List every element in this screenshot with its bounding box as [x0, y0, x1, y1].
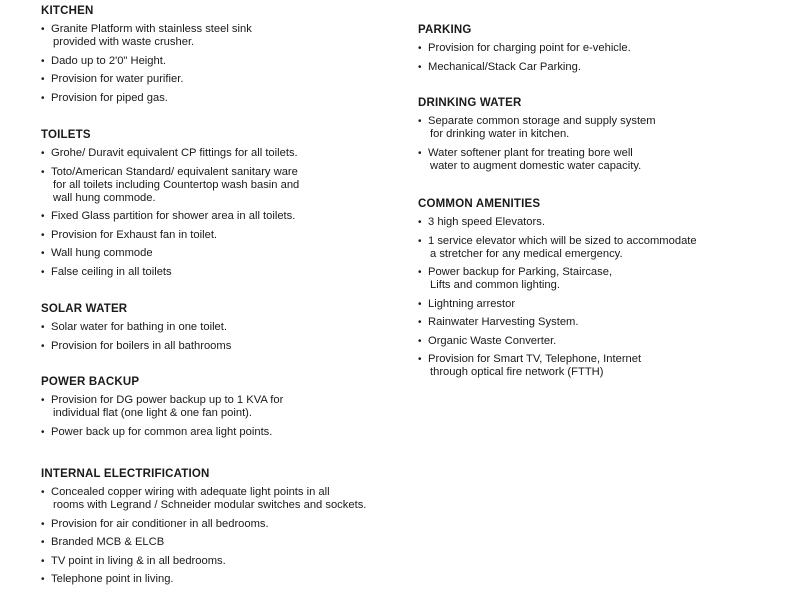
- list-item-text: for all toilets including Countertop wash basin and: [53, 178, 300, 191]
- list-item-text: Granite Platform with stainless steel sink: [51, 23, 252, 35]
- section-toilets: [41, 129, 391, 284]
- bullet-icon: •: [41, 266, 45, 278]
- list-item: [418, 266, 778, 292]
- list-item: [41, 147, 391, 160]
- bullet-icon: •: [41, 148, 45, 159]
- bullet-icon: •: [41, 340, 45, 352]
- bullet-icon: •: [418, 116, 422, 127]
- list-item-text: Provision for boilers in all bathrooms: [51, 339, 232, 352]
- list-item: [418, 42, 778, 55]
- list-item-text: TV point in living & in all bedrooms.: [51, 554, 226, 567]
- list-item: [418, 298, 778, 311]
- list-item-text: Lifts and common lighting.: [430, 279, 560, 291]
- bullet-icon: •: [418, 217, 422, 228]
- section-power-backup: [41, 376, 391, 444]
- bullet-icon: •: [41, 166, 45, 178]
- list-item-text: individual flat (one light & one fan point).: [53, 407, 253, 419]
- list-item: [41, 426, 391, 439]
- list-item: [418, 235, 778, 261]
- list-item: [418, 353, 778, 379]
- list-item: [41, 229, 391, 242]
- list-item-text: Power backup for Parking, Staircase,: [428, 266, 613, 278]
- section-heading: POWER BACKUP: [41, 376, 140, 388]
- bullet-icon: •: [41, 24, 45, 35]
- list-item-text: a stretcher for any medical emergency.: [430, 247, 623, 260]
- list-item-text: Concealed copper wiring with adequate light points in all: [51, 486, 330, 498]
- bullet-icon: •: [41, 74, 45, 85]
- section-heading: DRINKING WATER: [418, 97, 522, 109]
- list-item-text: Provision for water purifier.: [51, 73, 184, 85]
- bullet-list: [41, 147, 391, 279]
- bullet-icon: •: [41, 537, 45, 548]
- bullet-icon: •: [418, 317, 422, 328]
- list-item: [41, 73, 391, 86]
- list-item: [41, 266, 391, 279]
- list-item-text: Provision for Smart TV, Telephone, Internet: [428, 353, 642, 365]
- bullet-list: [41, 321, 391, 353]
- list-item: [41, 92, 391, 105]
- bullet-icon: •: [41, 248, 45, 259]
- list-item: [418, 147, 778, 173]
- bullet-list: [418, 216, 778, 379]
- list-item: [41, 321, 391, 334]
- bullet-icon: •: [418, 147, 422, 159]
- list-item-text: Rainwater Harvesting System.: [428, 316, 579, 328]
- bullet-icon: •: [41, 555, 45, 567]
- section-heading: PARKING: [418, 24, 472, 36]
- list-item: [41, 518, 391, 531]
- bullet-list: [41, 23, 391, 105]
- list-item-text: Solar water for bathing in one toilet.: [51, 321, 227, 333]
- list-item-text: through optical fire network (FTTH): [430, 366, 604, 378]
- list-item: [41, 573, 391, 586]
- list-item: [41, 23, 391, 49]
- bullet-icon: •: [418, 335, 422, 347]
- list-item-text: rooms with Legrand / Schneider modular switches and sockets.: [53, 499, 367, 511]
- list-item-text: Toto/American Standard/ equivalent sanitary ware: [51, 165, 298, 178]
- bullet-icon: •: [418, 61, 422, 73]
- list-item-text: Provision for charging point for e-vehicle.: [428, 42, 631, 54]
- list-item-text: Power back up for common area light points.: [51, 425, 273, 438]
- bullet-icon: •: [41, 395, 45, 406]
- list-item-text: Provision for air conditioner in all bedrooms.: [51, 517, 269, 530]
- list-item-text: Organic Waste Converter.: [428, 334, 557, 347]
- list-item-text: Water softener plant for treating bore well: [428, 146, 633, 159]
- section-drinking-water: [418, 97, 778, 178]
- list-item-text: for drinking water in kitchen.: [430, 128, 570, 140]
- list-item-text: Provision for piped gas.: [51, 91, 168, 104]
- bullet-icon: •: [41, 574, 45, 585]
- bullet-list: [418, 42, 778, 74]
- list-item-text: Lightning arrestor: [428, 297, 516, 310]
- bullet-list: [41, 394, 391, 439]
- section-parking: [418, 24, 778, 79]
- list-item: [418, 335, 778, 348]
- list-item: [418, 316, 778, 329]
- list-item: [41, 340, 391, 353]
- section-internal-electrification: [41, 468, 391, 592]
- section-common-amenities: [418, 198, 778, 385]
- bullet-list: [41, 486, 391, 586]
- list-item: [418, 115, 778, 141]
- list-item-text: Mechanical/Stack Car Parking.: [428, 60, 581, 73]
- section-heading: KITCHEN: [41, 5, 94, 17]
- bullet-icon: •: [41, 92, 45, 104]
- bullet-icon: •: [41, 518, 45, 530]
- list-item: [41, 486, 391, 512]
- list-item: [41, 536, 391, 549]
- list-item: [41, 210, 391, 223]
- list-item-text: provided with waste crusher.: [53, 36, 195, 48]
- list-item: [41, 555, 391, 568]
- list-item-text: wall hung commode.: [53, 191, 156, 204]
- list-item-text: Provision for DG power backup up to 1 KVA for: [51, 394, 284, 406]
- bullet-icon: •: [418, 298, 422, 310]
- section-heading: SOLAR WATER: [41, 303, 128, 315]
- bullet-icon: •: [41, 322, 45, 333]
- list-item-text: Provision for Exhaust fan in toilet.: [51, 228, 218, 241]
- section-heading: TOILETS: [41, 129, 91, 141]
- list-item: [41, 394, 391, 420]
- list-item: [418, 61, 778, 74]
- list-item: [41, 247, 391, 260]
- list-item: [41, 166, 391, 205]
- bullet-icon: •: [41, 55, 45, 67]
- list-item: [418, 216, 778, 229]
- bullet-icon: •: [418, 43, 422, 54]
- bullet-icon: •: [418, 235, 422, 247]
- bullet-icon: •: [41, 229, 45, 241]
- list-item-text: water to augment domestic water capacity.: [430, 159, 642, 172]
- section-heading: COMMON AMENITIES: [418, 198, 541, 210]
- bullet-list: [418, 115, 778, 173]
- list-item-text: Branded MCB & ELCB: [51, 536, 165, 548]
- list-item: [41, 55, 391, 68]
- list-item-text: Wall hung commode: [51, 247, 153, 259]
- list-item-text: Dado up to 2'0" Height.: [51, 54, 166, 67]
- bullet-icon: •: [41, 211, 45, 222]
- list-item-text: Separate common storage and supply system: [428, 115, 656, 127]
- bullet-icon: •: [418, 267, 422, 278]
- bullet-icon: •: [41, 487, 45, 498]
- section-solar-water: [41, 303, 391, 358]
- list-item-text: Fixed Glass partition for shower area in all toilets.: [51, 210, 296, 222]
- section-heading: INTERNAL ELECTRIFICATION: [41, 468, 210, 480]
- list-item-text: 1 service elevator which will be sized to accommodate: [428, 234, 697, 247]
- list-item-text: Grohe/ Duravit equivalent CP fittings for all toilets.: [51, 147, 298, 159]
- section-kitchen: [41, 5, 391, 110]
- list-item-text: False ceiling in all toilets: [51, 265, 172, 278]
- bullet-icon: •: [418, 354, 422, 365]
- list-item-text: Telephone point in living.: [51, 573, 174, 585]
- bullet-icon: •: [41, 426, 45, 438]
- list-item-text: 3 high speed Elevators.: [428, 216, 545, 228]
